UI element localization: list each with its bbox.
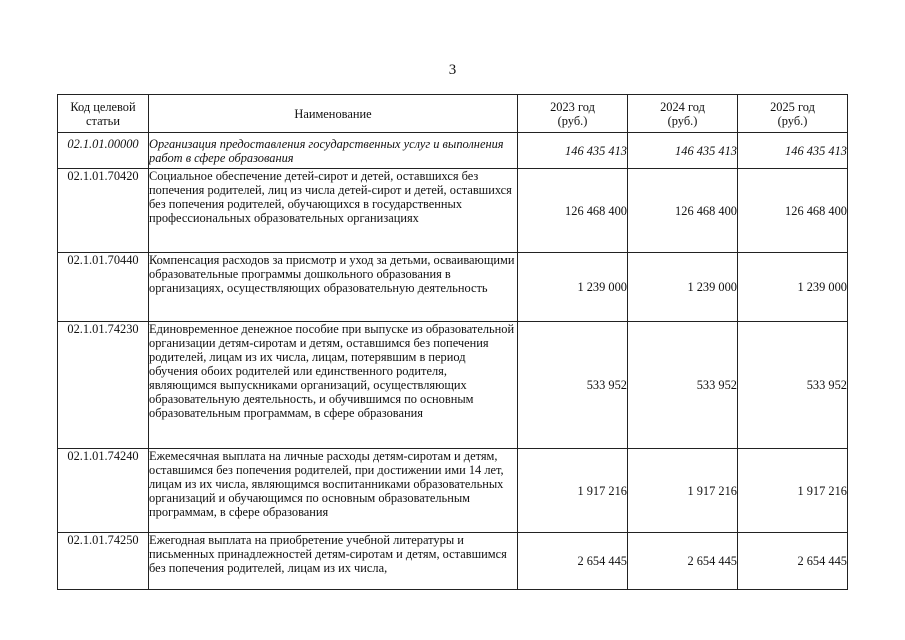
row-name: Организация предоставления государственных услуг и выполнения работ в сфере образования: [149, 133, 518, 169]
budget-table: [57, 94, 848, 590]
header-name: Наименование: [149, 95, 518, 133]
header-2025-year: 2025 год: [770, 99, 815, 114]
header-2023-year: 2023 год: [550, 99, 595, 114]
header-code-line1: Код целевой: [70, 99, 136, 114]
table-row: [58, 253, 848, 322]
table-row: [58, 322, 848, 449]
page-number: 3: [448, 62, 457, 78]
table-row: [58, 169, 848, 253]
row-amount-2025: 126 468 400: [738, 169, 848, 253]
row-amount-2025: 533 952: [738, 322, 848, 449]
header-2024-year: 2024 год: [660, 99, 705, 114]
row-name: Ежегодная выплата на приобретение учебной литературы и письменных принадлежностей детям-сиротам и детям, оставшимся без попечения родителей, лицам из их числа,: [149, 533, 518, 590]
header-2024: [628, 95, 738, 133]
row-amount-2023: 126 468 400: [518, 169, 628, 253]
row-amount-2023: 1 917 216: [518, 449, 628, 533]
table-row: [58, 449, 848, 533]
header-2023-unit: (руб.): [557, 113, 588, 128]
row-amount-2023: 533 952: [518, 322, 628, 449]
row-code: 02.1.01.00000: [58, 133, 149, 169]
row-amount-2024: 2 654 445: [628, 533, 738, 590]
row-amount-2025: 1 239 000: [738, 253, 848, 322]
header-2023: [518, 95, 628, 133]
row-amount-2025: 2 654 445: [738, 533, 848, 590]
row-amount-2023: 146 435 413: [518, 133, 628, 169]
row-amount-2023: 2 654 445: [518, 533, 628, 590]
row-code: 02.1.01.74240: [58, 449, 149, 533]
row-amount-2025: 1 917 216: [738, 449, 848, 533]
row-amount-2024: 1 917 216: [628, 449, 738, 533]
header-2025-unit: (руб.): [777, 113, 808, 128]
row-amount-2024: 146 435 413: [628, 133, 738, 169]
row-code: 02.1.01.74250: [58, 533, 149, 590]
row-amount-2024: 126 468 400: [628, 169, 738, 253]
row-code: 02.1.01.74230: [58, 322, 149, 449]
row-amount-2023: 1 239 000: [518, 253, 628, 322]
row-amount-2024: 533 952: [628, 322, 738, 449]
header-2024-unit: (руб.): [667, 113, 698, 128]
table-row: [58, 133, 848, 169]
header-2025: [738, 95, 848, 133]
row-amount-2025: 146 435 413: [738, 133, 848, 169]
row-amount-2024: 1 239 000: [628, 253, 738, 322]
row-code: 02.1.01.70440: [58, 253, 149, 322]
header-code: [58, 95, 149, 133]
header-code-line2: статьи: [86, 113, 120, 128]
row-code: 02.1.01.70420: [58, 169, 149, 253]
table-row: [58, 533, 848, 590]
row-name: Компенсация расходов за присмотр и уход за детьми, осваивающими образовательные программы дошкольного образования в организациях, осуществляющих образовательную деятельность: [149, 253, 518, 322]
row-name: Социальное обеспечение детей-сирот и детей, оставшихся без попечения родителей, лиц из числа детей-сирот и детей, оставшихся без попечения родителей, обучающихся в государственных профессиональных образовательных организациях: [149, 169, 518, 253]
table-header-row: [58, 95, 848, 133]
row-name: Ежемесячная выплата на личные расходы детям-сиротам и детям, оставшимся без попечения родителей, при достижении ими 14 лет, лицам из их числа, являющимся воспитанниками образовательных организаций и обучающимся по основным образовательным программам, в сфере образования: [149, 449, 518, 533]
row-name: Единовременное денежное пособие при выпуске из образовательной организации детям-сиротам и детям, оставшимся без попечения родителей, лицам из их числа, лицам, потерявшим в период обучения обоих родителей или единственного родителя, являющимся выпускниками организаций, осуществляющих образовательную деятельность, и обучившимся по основным образовательным программам, в сфере образования: [149, 322, 518, 449]
